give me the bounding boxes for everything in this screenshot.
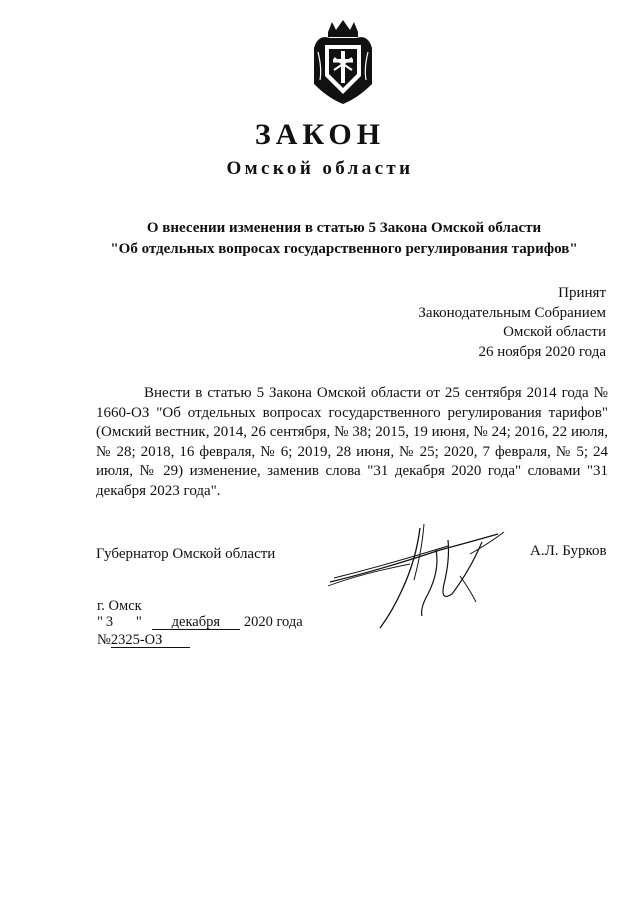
governor-position: Губернатор Омской области	[96, 546, 276, 562]
quote-close: "	[135, 614, 142, 630]
law-body	[96, 384, 608, 502]
omsk-coat-of-arms-icon	[308, 18, 378, 106]
law-subtitle: Омской области	[226, 158, 414, 179]
signing-date	[97, 614, 303, 631]
law-number	[97, 632, 190, 649]
law-body-paragraph: Внести в статью 5 Закона Омской области от 25 сентября 2014 года № 1660-ОЗ "Об отдельных вопросах государственного регулирования тарифов" (Омский вестник, 2014, 26 сентября, № 38; 2015, 19 июня, № 24; 2016, 22 июля, № 28; 2018, 16 февраля, № 6; 2019, 28 июня, № 25; 2020, 7 февраля, № 5; 24 июля, № 29) изменение, заменив слова "31 декабря 2020 года" словами "31 декабря 2023 года".	[96, 385, 608, 499]
adoption-line-3: Омской области	[503, 324, 606, 340]
adoption-date: 26 ноября 2020 года	[478, 343, 606, 360]
number-sign: №	[97, 632, 111, 648]
signing-month: декабря	[152, 615, 240, 630]
signing-day: 3	[105, 614, 114, 630]
law-heading-line-1: О внесении изменения в статью 5 Закона Омской области	[146, 220, 542, 236]
quote-open: "	[97, 614, 103, 630]
place-of-signing: г. Омск	[97, 598, 142, 614]
law-heading-line-2: "Об отдельных вопросах государственного регулирования тарифов"	[110, 241, 578, 257]
handwritten-signature	[320, 520, 510, 635]
law-number-value: 2325-ОЗ	[111, 633, 191, 648]
law-title: ЗАКОН	[254, 118, 386, 151]
adoption-line-1: Принят	[558, 285, 606, 301]
governor-name: А.Л. Бурков	[530, 543, 607, 559]
signing-year: 2020 года	[243, 614, 303, 630]
adoption-line-2: Законодательным Собранием	[418, 304, 606, 321]
adoption-block	[418, 284, 606, 362]
law-heading	[0, 218, 640, 260]
